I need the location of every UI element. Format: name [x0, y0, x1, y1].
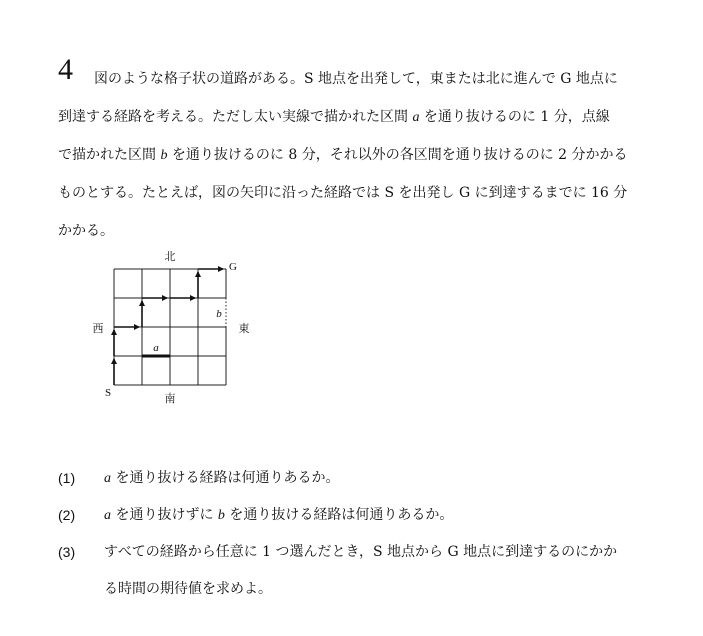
question-text: る時間の期待値を求めよ。 [104, 581, 272, 597]
question-body: を通り抜ける経路は何通りあるか。 [115, 470, 340, 486]
question-body: を通り抜けずに [115, 507, 214, 523]
problem-number: 4 [58, 53, 73, 86]
grid-road-figure [80, 242, 270, 412]
question-1 [58, 460, 678, 497]
stem-text: を通り抜けるのに 8 分，それ以外の各区間を通り抜けるのに 2 分かかる [171, 147, 628, 163]
var-a: a [104, 471, 111, 486]
question-number: (1) [58, 470, 76, 486]
stem-line-1: 図のような格子状の道路がある。S 地点を出発して，東または北に進んで G 地点に [94, 71, 618, 87]
label-start: S [104, 387, 112, 399]
questions [58, 460, 678, 608]
stem-line-4: ものとする。たとえば，図の矢印に沿った経路では S を出発し G に到達するまでに 16 分 [58, 185, 628, 201]
stem-text: を通り抜けるのに 1 分，点線 [423, 109, 610, 125]
label-east: 東 [238, 322, 250, 335]
stem-text: 到達する経路を考える。ただし太い実線で描かれた区間 [58, 109, 408, 125]
question-number: (3) [58, 544, 76, 560]
label-goal: G [229, 261, 237, 273]
label-b: b [216, 308, 222, 320]
question-body: を通り抜ける経路は何通りあるか。 [229, 507, 454, 523]
problem-stem [58, 60, 668, 250]
label-south: 南 [164, 392, 176, 405]
var-a: a [412, 110, 420, 125]
stem-line-3 [58, 136, 668, 174]
label-west: 西 [92, 322, 104, 335]
var-b: b [217, 508, 225, 523]
question-2 [58, 497, 678, 534]
question-text [104, 497, 453, 534]
stem-line-5: かかる。 [58, 223, 114, 239]
var-a: a [104, 508, 111, 523]
question-3 [58, 534, 678, 571]
question-text [104, 460, 339, 497]
stem-text: で描かれた区間 [58, 147, 156, 163]
question-3-continued [58, 571, 678, 608]
stem-line-2 [58, 98, 668, 136]
label-north: 北 [164, 250, 176, 263]
label-a: a [153, 342, 159, 354]
question-text: すべての経路から任意に 1 つ選んだとき，S 地点から G 地点に到達するのにかか [104, 544, 618, 560]
var-b: b [160, 148, 168, 163]
question-number: (2) [58, 507, 76, 523]
